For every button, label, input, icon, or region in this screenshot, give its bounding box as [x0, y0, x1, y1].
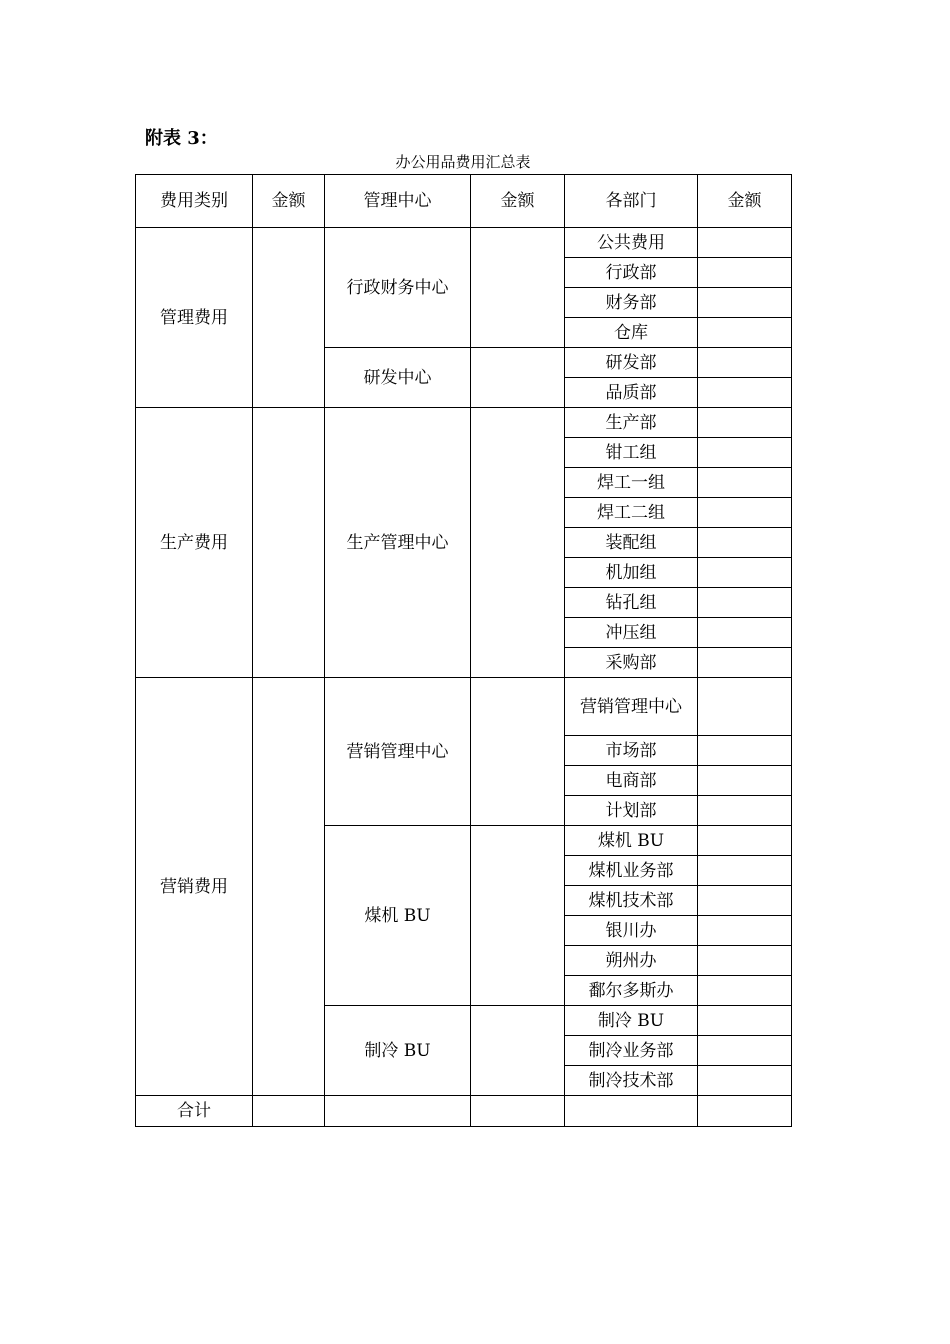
- department-cell: 钳工组: [565, 438, 698, 468]
- center-amount-cell[interactable]: [471, 1006, 565, 1096]
- center-cell: 煤机 BU: [325, 826, 471, 1006]
- total-department: [565, 1096, 698, 1127]
- department-amount-cell[interactable]: [698, 736, 792, 766]
- total-department-amount[interactable]: [698, 1096, 792, 1127]
- table-row: [136, 408, 792, 438]
- center-amount-cell[interactable]: [471, 678, 565, 826]
- department-cell: 计划部: [565, 796, 698, 826]
- department-cell: 机加组: [565, 558, 698, 588]
- department-amount-cell[interactable]: [698, 826, 792, 856]
- department-amount-cell[interactable]: [698, 648, 792, 678]
- department-cell: 钻孔组: [565, 588, 698, 618]
- center-cell: 研发中心: [325, 348, 471, 408]
- department-cell: 煤机业务部: [565, 856, 698, 886]
- center-amount-cell[interactable]: [471, 408, 565, 678]
- department-cell: 银川办: [565, 916, 698, 946]
- department-cell: 焊工二组: [565, 498, 698, 528]
- department-amount-cell[interactable]: [698, 348, 792, 378]
- center-amount-cell[interactable]: [471, 348, 565, 408]
- table-row: [136, 228, 792, 258]
- department-amount-cell[interactable]: [698, 438, 792, 468]
- category-amount-cell[interactable]: [253, 228, 325, 408]
- category-cell: 管理费用: [136, 228, 253, 408]
- table-body: [136, 175, 792, 1127]
- department-amount-cell[interactable]: [698, 766, 792, 796]
- expense-summary-table: [135, 174, 792, 1127]
- department-amount-cell[interactable]: [698, 468, 792, 498]
- department-amount-cell[interactable]: [698, 916, 792, 946]
- department-amount-cell[interactable]: [698, 1066, 792, 1096]
- department-cell: 公共费用: [565, 228, 698, 258]
- department-amount-cell[interactable]: [698, 318, 792, 348]
- department-cell: 冲压组: [565, 618, 698, 648]
- department-amount-cell[interactable]: [698, 498, 792, 528]
- department-cell: 采购部: [565, 648, 698, 678]
- department-cell: 制冷业务部: [565, 1036, 698, 1066]
- department-cell: 生产部: [565, 408, 698, 438]
- department-amount-cell[interactable]: [698, 678, 792, 736]
- total-label: 合计: [136, 1096, 253, 1127]
- center-cell: 营销管理中心: [325, 678, 471, 826]
- department-cell: 品质部: [565, 378, 698, 408]
- center-cell: 生产管理中心: [325, 408, 471, 678]
- header-category: 费用类别: [136, 175, 253, 228]
- department-cell: 朔州办: [565, 946, 698, 976]
- total-center: [325, 1096, 471, 1127]
- department-cell: 营销管理中心: [565, 678, 698, 736]
- department-amount-cell[interactable]: [698, 1006, 792, 1036]
- table-caption: 办公用品费用汇总表: [395, 153, 531, 171]
- department-cell: 研发部: [565, 348, 698, 378]
- center-amount-cell[interactable]: [471, 228, 565, 348]
- appendix-heading: 附表 3：: [145, 128, 218, 149]
- department-amount-cell[interactable]: [698, 588, 792, 618]
- department-amount-cell[interactable]: [698, 258, 792, 288]
- header-amount-category: 金额: [253, 175, 325, 228]
- department-cell: 制冷 BU: [565, 1006, 698, 1036]
- header-center: 管理中心: [325, 175, 471, 228]
- category-amount-cell[interactable]: [253, 408, 325, 678]
- department-amount-cell[interactable]: [698, 378, 792, 408]
- department-cell: 行政部: [565, 258, 698, 288]
- department-amount-cell[interactable]: [698, 528, 792, 558]
- department-cell: 装配组: [565, 528, 698, 558]
- department-amount-cell[interactable]: [698, 558, 792, 588]
- department-amount-cell[interactable]: [698, 946, 792, 976]
- category-cell: 营销费用: [136, 678, 253, 1096]
- department-amount-cell[interactable]: [698, 976, 792, 1006]
- department-cell: 市场部: [565, 736, 698, 766]
- center-cell: 行政财务中心: [325, 228, 471, 348]
- department-amount-cell[interactable]: [698, 228, 792, 258]
- center-amount-cell[interactable]: [471, 826, 565, 1006]
- category-cell: 生产费用: [136, 408, 253, 678]
- table-row: [136, 678, 792, 736]
- header-row: [136, 175, 792, 228]
- department-cell: 电商部: [565, 766, 698, 796]
- header-amount-center: 金额: [471, 175, 565, 228]
- department-amount-cell[interactable]: [698, 856, 792, 886]
- department-amount-cell[interactable]: [698, 408, 792, 438]
- total-category-amount[interactable]: [253, 1096, 325, 1127]
- total-row: [136, 1096, 792, 1127]
- header-department: 各部门: [565, 175, 698, 228]
- department-amount-cell[interactable]: [698, 796, 792, 826]
- department-cell: 焊工一组: [565, 468, 698, 498]
- center-cell: 制冷 BU: [325, 1006, 471, 1096]
- total-center-amount[interactable]: [471, 1096, 565, 1127]
- department-cell: 财务部: [565, 288, 698, 318]
- department-cell: 煤机 BU: [565, 826, 698, 856]
- department-cell: 制冷技术部: [565, 1066, 698, 1096]
- department-cell: 鄱尔多斯办: [565, 976, 698, 1006]
- header-amount-department: 金额: [698, 175, 792, 228]
- category-amount-cell[interactable]: [253, 678, 325, 1096]
- department-cell: 仓库: [565, 318, 698, 348]
- department-cell: 煤机技术部: [565, 886, 698, 916]
- department-amount-cell[interactable]: [698, 886, 792, 916]
- department-amount-cell[interactable]: [698, 618, 792, 648]
- department-amount-cell[interactable]: [698, 288, 792, 318]
- department-amount-cell[interactable]: [698, 1036, 792, 1066]
